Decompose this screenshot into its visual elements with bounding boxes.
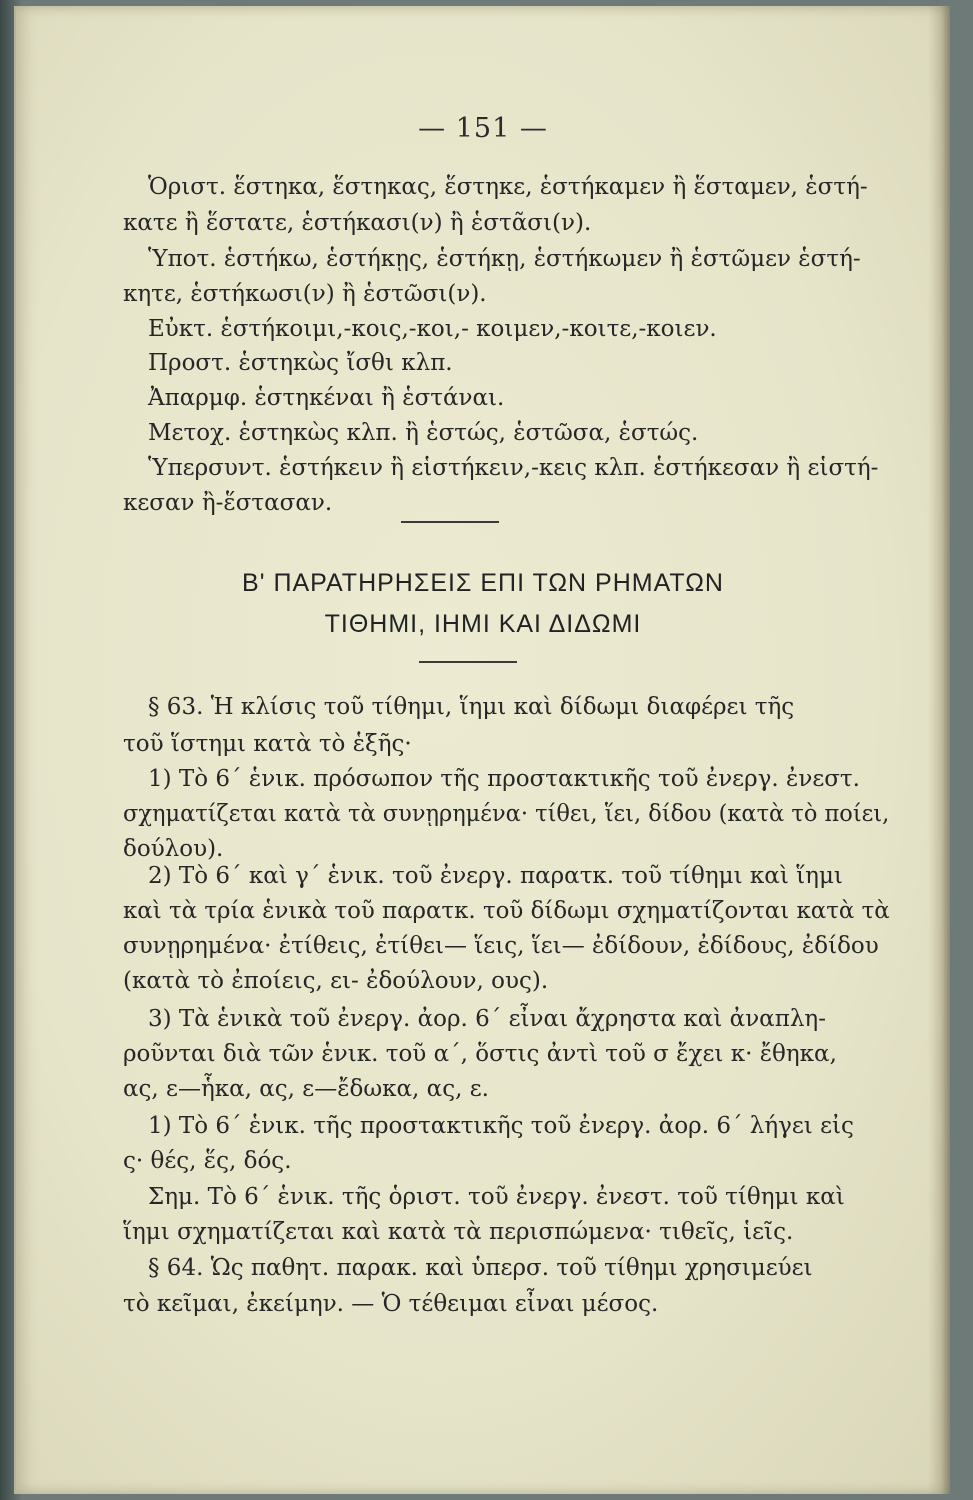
body-line: ας, ε—ἧκα, ας, ε—ἔδωκα, ας, ε. <box>123 1076 489 1102</box>
body-line: καὶ τὰ τρία ἑνικὰ τοῦ παρατκ. τοῦ δίδωμι σχηματίζονται κατὰ τὰ <box>123 898 890 924</box>
separator-rule <box>419 661 517 663</box>
body-line: § 63. Ἡ κλίσις τοῦ τίθημι, ἵημι καὶ δίδωμι διαφέρει τῆς <box>148 694 795 720</box>
conjugation-line: κεσαν ἢ-ἕστασαν. <box>123 490 333 516</box>
conjugation-line: Ὑπερσυντ. ἑστήκειν ἢ εἱστήκειν,-κεις κλπ. ἑστήκεσαν ἢ εἱστή- <box>148 455 879 481</box>
conjugation-line: Ἀπαρμφ. ἑστηκέναι ἢ ἑστάναι. <box>148 385 505 411</box>
body-line: τοῦ ἵστημι κατὰ τὸ ἑξῆς· <box>123 731 412 757</box>
body-line: 1) Τὸ 6΄ ἑνικ. πρόσωπον τῆς προστακτικῆς τοῦ ἐνεργ. ἐνεστ. <box>148 766 860 792</box>
page-edge-shadow <box>928 6 950 1494</box>
body-line: ροῦνται διὰ τῶν ἑνικ. τοῦ α΄, ὅστις ἀντὶ τοῦ σ ἔχει κ· ἔθηκα, <box>123 1041 837 1067</box>
conjugation-line: κητε, ἑστήκωσι(ν) ἢ ἑστῶσι(ν). <box>123 281 487 307</box>
conjugation-line: Ὑποτ. ἑστήκω, ἑστήκῃς, ἑστήκῃ, ἑστήκωμεν ἢ ἑστῶμεν ἑστή- <box>148 246 861 272</box>
conjugation-line: Προστ. ἑστηκὼς ἴσθι κλπ. <box>148 350 453 376</box>
body-line: συνῃρημένα· ἐτίθεις, ἐτίθει— ἵεις, ἵει— ἐδίδουν, ἐδίδους, ἐδίδου <box>123 933 879 959</box>
body-line: 1) Τὸ 6΄ ἑνικ. τῆς προστακτικῆς τοῦ ἐνεργ. ἀορ. 6΄ λήγει εἰς <box>148 1113 854 1139</box>
page-sheet <box>14 6 950 1494</box>
conjugation-line: Μετοχ. ἑστηκὼς κλπ. ἢ ἑστώς, ἑστῶσα, ἑστώς. <box>148 420 699 446</box>
separator-rule <box>401 521 499 523</box>
body-line: 3) Τὰ ἑνικὰ τοῦ ἐνεργ. ἀορ. 6΄ εἶναι ἄχρηστα καὶ ἀναπλη- <box>148 1006 826 1032</box>
section-heading-line1: Β' ΠΑΡΑΤΗΡΗΣΕΙΣ ΕΠΙ ΤΩΝ ΡΗΜΑΤΩΝ <box>242 569 724 597</box>
body-line: § 64. Ὡς παθητ. παρακ. καὶ ὑπερσ. τοῦ τίθημι χρησιμεύει <box>148 1255 813 1281</box>
body-line: τὸ κεῖμαι, ἐκείμην. — Ὁ τέθειμαι εἶναι μέσος. <box>123 1291 659 1317</box>
conjugation-line: Ὁριστ. ἕστηκα, ἕστηκας, ἕστηκε, ἑστήκαμεν ἢ ἕσταμεν, ἑστή- <box>148 174 868 200</box>
page-number: — 151 — <box>418 113 548 144</box>
section-heading-line2: ΤΙΘΗΜΙ, ΙΗΜΙ ΚΑΙ ΔΙΔΩΜΙ <box>324 610 642 638</box>
body-line: ἵημι σχηματίζεται καὶ κατὰ τὰ περισπώμενα· τιθεῖς, ἱεῖς. <box>123 1219 794 1245</box>
conjugation-line: Εὐκτ. ἑστήκοιμι,-κοις,-κοι,- κοιμεν,-κοιτε,-κοιεν. <box>148 316 717 342</box>
body-line: δούλου). <box>123 836 224 862</box>
conjugation-line: κατε ἢ ἕστατε, ἑστήκασι(ν) ἢ ἑστᾶσι(ν). <box>123 210 592 236</box>
body-line: (κατὰ τὸ ἐποίεις, ει- ἐδούλουν, ους). <box>123 968 549 994</box>
body-line: σχηματίζεται κατὰ τὰ συνῃρημένα· τίθει, ἵει, δίδου (κατὰ τὸ ποίει, <box>123 801 890 827</box>
body-line: Σημ. Τὸ 6΄ ἑνικ. τῆς ὁριστ. τοῦ ἐνεργ. ἐνεστ. τοῦ τίθημι καὶ <box>148 1184 845 1210</box>
body-line: 2) Τὸ 6΄ καὶ γ΄ ἑνικ. τοῦ ἐνεργ. παρατκ. τοῦ τίθημι καὶ ἵημι <box>148 863 843 889</box>
body-line: ς· θές, ἕς, δός. <box>123 1148 292 1174</box>
